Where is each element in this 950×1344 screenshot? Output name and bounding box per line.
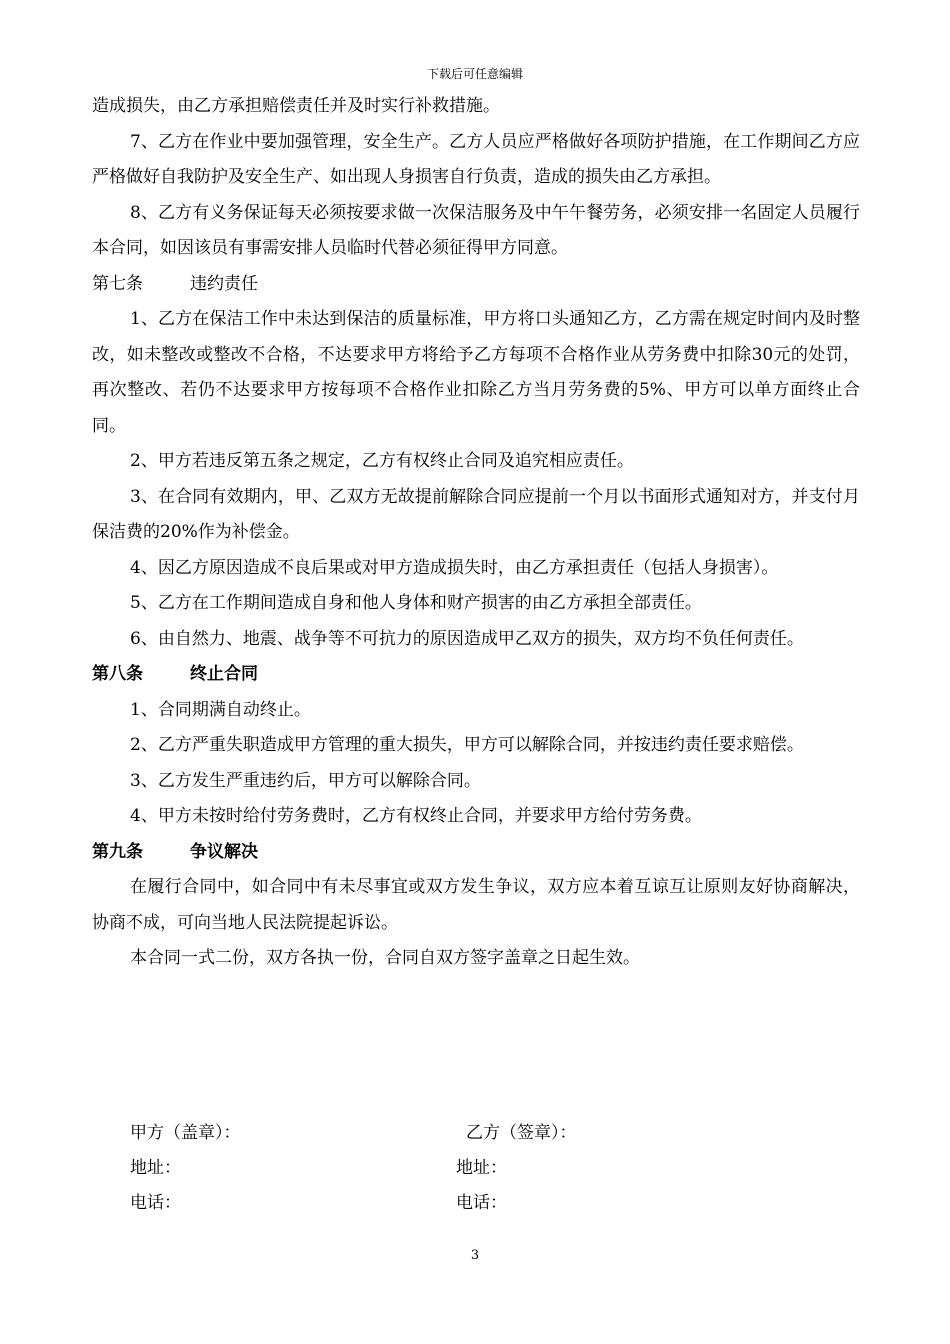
article-7-title: 违约责任	[190, 273, 258, 294]
article-8-title: 终止合同	[190, 664, 258, 684]
article-7-item: 3、在合同有效期内，甲、乙双方无故提前解除合同应提前一个月以书面形式通知对方，并支付月保洁费的20%作为补偿金。	[92, 486, 860, 542]
party-b-phone: 电话：	[456, 1193, 507, 1213]
article-9-item: 在履行合同中，如合同中有未尽事宜或双方发生争议，双方应本着互谅互让原则友好协商解决，协商不成，可向当地人民法院提起诉讼。	[92, 877, 860, 933]
party-b-address: 地址：	[456, 1158, 507, 1178]
article-8-heading	[92, 657, 860, 693]
contract-body	[92, 89, 860, 977]
article-9-title: 争议解决	[190, 841, 258, 862]
article-8-number: 第八条	[92, 664, 143, 684]
article-9-item: 本合同一式二份，双方各执一份，合同自双方签字盖章之日起生效。	[130, 948, 640, 968]
paragraph-continuation: 造成损失，由乙方承担赔偿责任并及时实行补救措施。	[92, 96, 500, 116]
article-7-item: 5、乙方在工作期间造成自身和他人身体和财产损害的由乙方承担全部责任。	[130, 593, 702, 613]
article-7-item: 4、因乙方原因造成不良后果或对甲方造成损失时，由乙方承担责任（包括人身损害）。	[130, 557, 779, 578]
article-9-number: 第九条	[92, 841, 143, 862]
article-7-heading	[92, 267, 860, 303]
party-a-address: 地址：	[130, 1158, 181, 1178]
page-header: 下载后可任意编辑	[426, 67, 523, 81]
article-7-item: 6、由自然力、地震、战争等不可抗力的原因造成甲乙双方的损失，双方均不负任何责任。	[130, 628, 804, 649]
article-8-item: 3、乙方发生严重违约后，甲方可以解除合同。	[130, 770, 481, 791]
party-a-phone: 电话：	[130, 1193, 181, 1213]
article-8-item: 1、合同期满自动终止。	[130, 699, 311, 720]
party-b-label: 乙方（签章）：	[466, 1123, 577, 1143]
article-7-item: 2、甲方若违反第五条之规定，乙方有权终止合同及追究相应责任。	[130, 451, 634, 471]
party-a-label: 甲方（盖章）：	[130, 1123, 241, 1143]
page-number: 3	[470, 1248, 480, 1263]
article-8-item: 4、甲方未按时给付劳务费时，乙方有权终止合同，并要求甲方给付劳务费。	[130, 806, 702, 826]
article-8-item: 2、乙方严重失职造成甲方管理的重大损失，甲方可以解除合同，并按违约责任要求赔偿。	[130, 735, 804, 755]
article-9-heading	[92, 835, 860, 871]
paragraph-clause-7: 7、乙方在作业中要加强管理，安全生产。乙方人员应严格做好各项防护措施，在工作期间乙方应严格做好自我防护及安全生产、如出现人身损害自行负责，造成的损失由乙方承担。	[92, 131, 860, 187]
article-7-item: 1、乙方在保洁工作中未达到保洁的质量标准，甲方将口头通知乙方，乙方需在规定时间内及时整改，如未整改或整改不合格，不达要求甲方将给予乙方每项不合格作业从劳务费中扣除30元的处罚，再次整改、若仍不达要求甲方按每项不合格作业扣除乙方当月劳务费的5%、甲方可以单方面终止合同。	[92, 309, 860, 436]
paragraph-clause-8: 8、乙方有义务保证每天必须按要求做一次保洁服务及中午午餐劳务，必须安排一名固定人员履行本合同，如因该员有事需安排人员临时代替必须征得甲方同意。	[92, 202, 860, 258]
party-a-signature	[130, 1116, 241, 1221]
article-7-number: 第七条	[92, 273, 143, 294]
party-b-signature	[456, 1116, 577, 1221]
